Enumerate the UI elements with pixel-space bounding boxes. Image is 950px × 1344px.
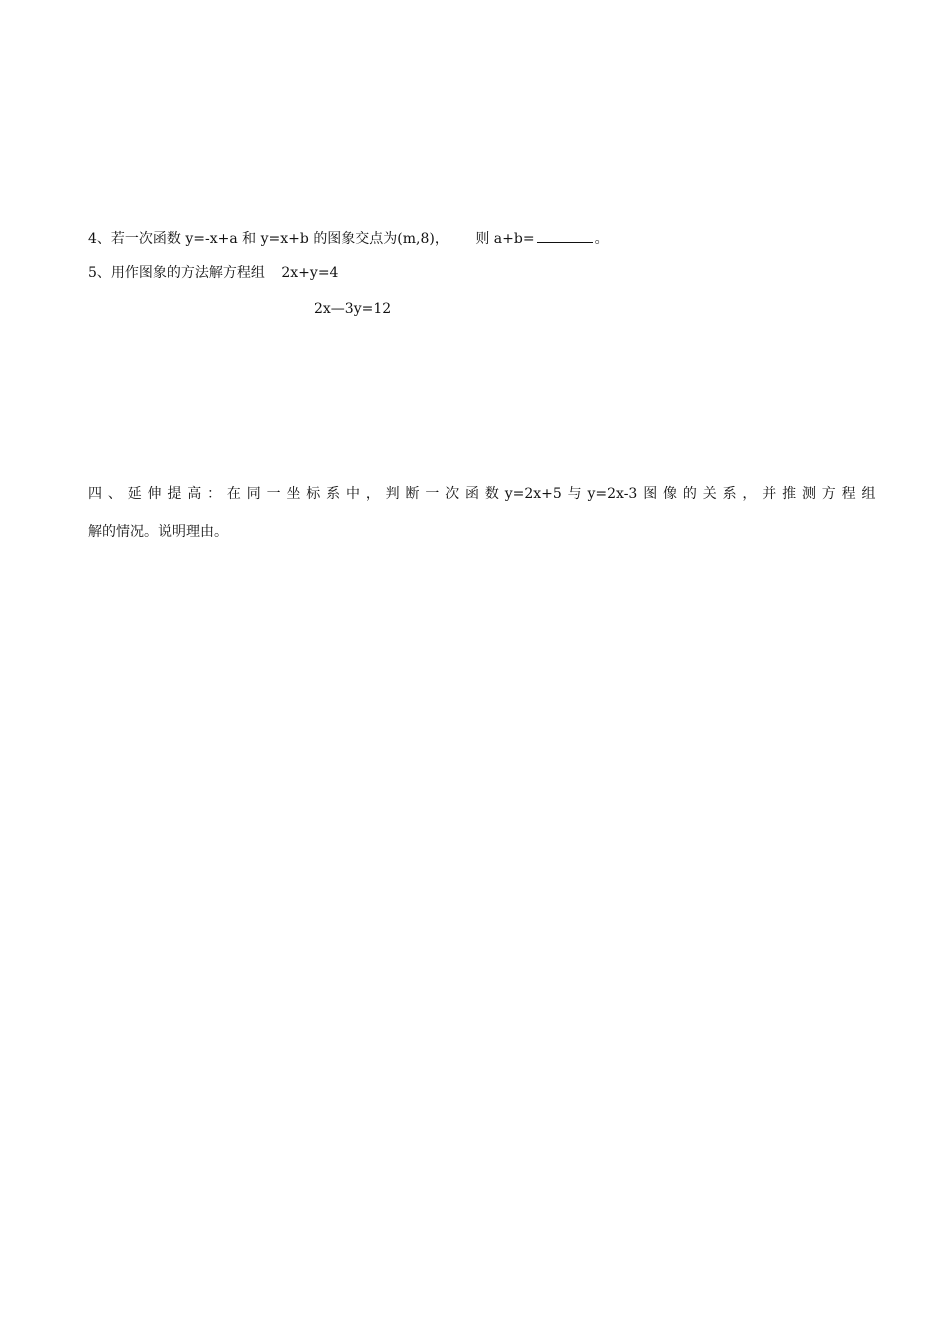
section-4-token: 方 — [821, 486, 836, 502]
section-4-token: 测 — [801, 486, 816, 502]
section-4-token: 中 — [345, 486, 360, 502]
question-4-intersection: 的图象交点为(m,8)， — [313, 231, 449, 247]
section-4-token: 高 — [187, 486, 202, 502]
section-4-token: 函 — [465, 486, 480, 502]
section-4-token: 延 — [127, 486, 142, 502]
section-4-token: 数 — [484, 486, 499, 502]
question-4-and: 和 — [242, 231, 257, 247]
section-4-token: 组 — [861, 486, 876, 502]
section-4-token: y=2x-3 — [587, 486, 638, 502]
question-5-equation-1: 2x+y=4 — [281, 265, 339, 281]
section-4-line-2: 解的情况。说明理由。 — [88, 524, 228, 540]
section-4-token: 系 — [722, 486, 737, 502]
section-4-token: y=2x+5 — [504, 486, 562, 502]
question-5-text: 、用作图象的方法解方程组 — [96, 265, 265, 281]
section-4-token: 标 — [306, 486, 321, 502]
section-4-token: 推 — [782, 486, 797, 502]
section-4-token: 一 — [425, 486, 440, 502]
section-4-token: 像 — [663, 486, 678, 502]
section-4-token: 提 — [167, 486, 182, 502]
section-4-token: 四 — [88, 486, 102, 502]
section-4-token: 关 — [702, 486, 717, 502]
section-4-line-1 — [88, 484, 876, 504]
section-4-token: 一 — [266, 486, 281, 502]
section-4-token: ： — [207, 486, 222, 502]
section-4-token: 同 — [246, 486, 261, 502]
question-4 — [88, 228, 609, 249]
question-4-number: 4 — [88, 231, 97, 247]
section-4-extension — [88, 484, 876, 542]
section-4-token: 图 — [643, 486, 658, 502]
section-4-token: 伸 — [147, 486, 162, 502]
section-4-token: ， — [742, 486, 757, 502]
section-4-token: 的 — [682, 486, 697, 502]
section-4-token: 在 — [226, 486, 241, 502]
section-4-token: 系 — [326, 486, 341, 502]
question-4-answer-blank[interactable] — [537, 228, 593, 243]
section-4-token: 断 — [405, 486, 420, 502]
section-4-token: ， — [365, 486, 380, 502]
section-4-token: 与 — [567, 486, 582, 502]
question-4-prefix: 、若一次函数 — [96, 231, 181, 247]
section-4-token: 坐 — [286, 486, 301, 502]
question-5-equation-2-line — [314, 299, 391, 319]
question-5-number: 5 — [88, 265, 97, 281]
section-4-token: 并 — [762, 486, 777, 502]
question-5 — [88, 263, 338, 283]
section-4-token: 次 — [445, 486, 460, 502]
question-4-ask: 则 a+b= — [475, 231, 535, 247]
section-4-token: 程 — [841, 486, 856, 502]
question-4-function-1: y=-x+a — [185, 231, 238, 247]
question-4-function-2: y=x+b — [260, 231, 309, 247]
section-4-token: 、 — [107, 486, 122, 502]
section-4-token: 判 — [385, 486, 400, 502]
question-5-equation-2: 2x—3y=12 — [314, 301, 392, 317]
question-4-end: 。 — [594, 231, 609, 247]
